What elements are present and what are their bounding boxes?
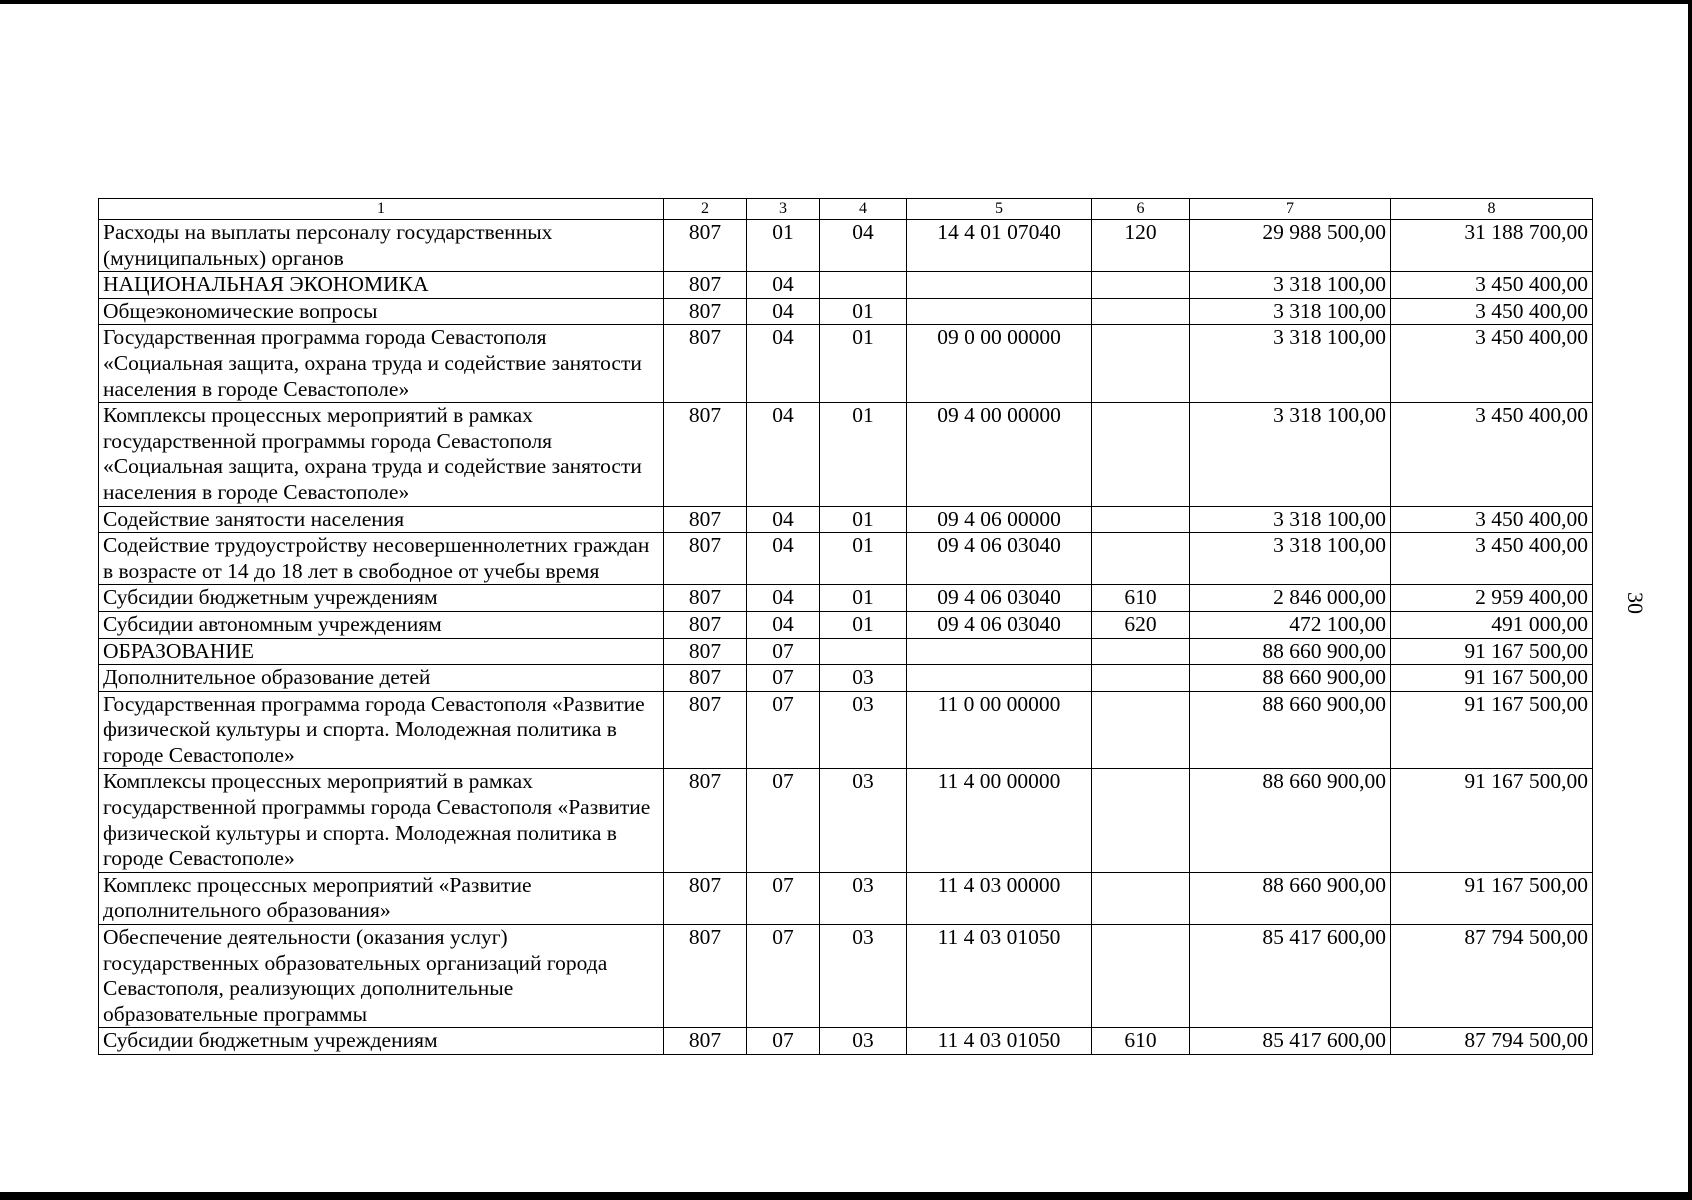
amount-cell: 3 450 400,00 — [1391, 325, 1593, 403]
table-row — [99, 298, 1593, 325]
amount-cell: 88 660 900,00 — [1190, 638, 1391, 665]
column-number-header: 3 — [747, 199, 820, 220]
ministry-code-cell: 807 — [664, 533, 747, 585]
row-name-cell: Комплексы процессных мероприятий в рамках государственной программы города Севастополя «Развитие физической культуры и спорта. Молодежная политика в городе Севастополе» — [99, 769, 664, 872]
row-name-cell: Субсидии бюджетным учреждениям — [99, 585, 664, 612]
table-row — [99, 325, 1593, 403]
row-name-cell: ОБРАЗОВАНИЕ — [99, 638, 664, 665]
column-number-header: 6 — [1092, 199, 1190, 220]
expense-kind-cell — [1092, 691, 1190, 769]
target-article-cell: 11 4 03 01050 — [907, 1028, 1092, 1055]
target-article-cell: 09 4 06 00000 — [907, 506, 1092, 533]
section-cell: 07 — [747, 925, 820, 1028]
ministry-code-cell: 807 — [664, 325, 747, 403]
amount-cell: 91 167 500,00 — [1391, 638, 1593, 665]
amount-cell: 29 988 500,00 — [1190, 220, 1391, 272]
row-name-cell: НАЦИОНАЛЬНАЯ ЭКОНОМИКА — [99, 272, 664, 299]
expense-kind-cell: 620 — [1092, 611, 1190, 638]
page-number: 30 — [1623, 592, 1648, 614]
subsection-cell: 01 — [820, 585, 907, 612]
expense-kind-cell — [1092, 298, 1190, 325]
amount-cell: 3 318 100,00 — [1190, 506, 1391, 533]
subsection-cell: 03 — [820, 665, 907, 692]
table-row — [99, 691, 1593, 769]
amount-cell: 87 794 500,00 — [1391, 1028, 1593, 1055]
amount-cell: 3 318 100,00 — [1190, 325, 1391, 403]
section-cell: 04 — [747, 533, 820, 585]
table-row — [99, 665, 1593, 692]
expense-kind-cell — [1092, 638, 1190, 665]
section-cell: 04 — [747, 611, 820, 638]
amount-cell: 2 846 000,00 — [1190, 585, 1391, 612]
amount-cell: 88 660 900,00 — [1190, 665, 1391, 692]
target-article-cell: 14 4 01 07040 — [907, 220, 1092, 272]
section-cell: 04 — [747, 403, 820, 506]
subsection-cell: 03 — [820, 925, 907, 1028]
ministry-code-cell: 807 — [664, 872, 747, 924]
table-row — [99, 220, 1593, 272]
ministry-code-cell: 807 — [664, 403, 747, 506]
amount-cell: 87 794 500,00 — [1391, 925, 1593, 1028]
section-cell: 07 — [747, 769, 820, 872]
scan-edge-right — [1688, 0, 1692, 1200]
table-row — [99, 769, 1593, 872]
expense-kind-cell — [1092, 533, 1190, 585]
section-cell: 07 — [747, 691, 820, 769]
subsection-cell: 01 — [820, 611, 907, 638]
target-article-cell: 09 0 00 00000 — [907, 325, 1092, 403]
target-article-cell — [907, 298, 1092, 325]
expense-kind-cell: 610 — [1092, 1028, 1190, 1055]
subsection-cell: 01 — [820, 403, 907, 506]
amount-cell: 2 959 400,00 — [1391, 585, 1593, 612]
ministry-code-cell: 807 — [664, 769, 747, 872]
subsection-cell — [820, 638, 907, 665]
scan-edge-bottom — [0, 1192, 1692, 1200]
amount-cell: 3 450 400,00 — [1391, 298, 1593, 325]
section-cell: 04 — [747, 272, 820, 299]
table-row — [99, 533, 1593, 585]
ministry-code-cell: 807 — [664, 665, 747, 692]
table-row — [99, 1028, 1593, 1055]
section-cell: 04 — [747, 506, 820, 533]
amount-cell: 91 167 500,00 — [1391, 769, 1593, 872]
table-body — [99, 220, 1593, 1055]
amount-cell: 3 318 100,00 — [1190, 298, 1391, 325]
expense-kind-cell — [1092, 325, 1190, 403]
expense-kind-cell: 120 — [1092, 220, 1190, 272]
section-cell: 07 — [747, 665, 820, 692]
section-cell: 07 — [747, 872, 820, 924]
subsection-cell: 01 — [820, 298, 907, 325]
section-cell: 04 — [747, 298, 820, 325]
row-name-cell: Субсидии бюджетным учреждениям — [99, 1028, 664, 1055]
target-article-cell: 09 4 00 00000 — [907, 403, 1092, 506]
table-row — [99, 506, 1593, 533]
section-cell: 04 — [747, 585, 820, 612]
expense-kind-cell — [1092, 272, 1190, 299]
row-name-cell: Государственная программа города Севастополя «Развитие физической культуры и спорта. Молодежная политика в городе Севастополе» — [99, 691, 664, 769]
expense-kind-cell — [1092, 403, 1190, 506]
subsection-cell: 03 — [820, 769, 907, 872]
ministry-code-cell: 807 — [664, 506, 747, 533]
budget-table — [98, 198, 1593, 1055]
row-name-cell: Комплексы процессных мероприятий в рамках государственной программы города Севастополя «Социальная защита, охрана труда и содействие занятости населения в городе Севастополе» — [99, 403, 664, 506]
row-name-cell: Содействие занятости населения — [99, 506, 664, 533]
amount-cell: 85 417 600,00 — [1190, 925, 1391, 1028]
table-row — [99, 403, 1593, 506]
subsection-cell: 03 — [820, 1028, 907, 1055]
row-name-cell: Комплекс процессных мероприятий «Развитие дополнительного образования» — [99, 872, 664, 924]
amount-cell: 3 318 100,00 — [1190, 272, 1391, 299]
target-article-cell: 11 4 03 00000 — [907, 872, 1092, 924]
expense-kind-cell — [1092, 506, 1190, 533]
amount-cell: 88 660 900,00 — [1190, 691, 1391, 769]
ministry-code-cell: 807 — [664, 298, 747, 325]
target-article-cell — [907, 638, 1092, 665]
ministry-code-cell: 807 — [664, 638, 747, 665]
target-article-cell: 11 4 03 01050 — [907, 925, 1092, 1028]
section-cell: 07 — [747, 638, 820, 665]
ministry-code-cell: 807 — [664, 585, 747, 612]
section-cell: 01 — [747, 220, 820, 272]
section-cell: 04 — [747, 325, 820, 403]
target-article-cell: 11 0 00 00000 — [907, 691, 1092, 769]
amount-cell: 472 100,00 — [1190, 611, 1391, 638]
row-name-cell: Общеэкономические вопросы — [99, 298, 664, 325]
amount-cell: 3 318 100,00 — [1190, 533, 1391, 585]
column-number-header: 4 — [820, 199, 907, 220]
row-name-cell: Дополнительное образование детей — [99, 665, 664, 692]
ministry-code-cell: 807 — [664, 611, 747, 638]
table-row — [99, 585, 1593, 612]
amount-cell: 3 450 400,00 — [1391, 403, 1593, 506]
table-row — [99, 638, 1593, 665]
row-name-cell: Государственная программа города Севастополя «Социальная защита, охрана труда и содействие занятости населения в городе Севастополе» — [99, 325, 664, 403]
subsection-cell — [820, 272, 907, 299]
amount-cell: 85 417 600,00 — [1190, 1028, 1391, 1055]
column-number-header: 8 — [1391, 199, 1593, 220]
amount-cell: 3 450 400,00 — [1391, 272, 1593, 299]
target-article-cell: 11 4 00 00000 — [907, 769, 1092, 872]
ministry-code-cell: 807 — [664, 220, 747, 272]
amount-cell: 491 000,00 — [1391, 611, 1593, 638]
row-name-cell: Содействие трудоустройству несовершеннолетних граждан в возрасте от 14 до 18 лет в свободное от учебы время — [99, 533, 664, 585]
section-cell: 07 — [747, 1028, 820, 1055]
ministry-code-cell: 807 — [664, 691, 747, 769]
amount-cell: 3 318 100,00 — [1190, 403, 1391, 506]
amount-cell: 91 167 500,00 — [1391, 691, 1593, 769]
amount-cell: 88 660 900,00 — [1190, 872, 1391, 924]
expense-kind-cell: 610 — [1092, 585, 1190, 612]
target-article-cell: 09 4 06 03040 — [907, 585, 1092, 612]
subsection-cell: 01 — [820, 506, 907, 533]
column-number-header: 2 — [664, 199, 747, 220]
subsection-cell: 01 — [820, 325, 907, 403]
ministry-code-cell: 807 — [664, 272, 747, 299]
amount-cell: 91 167 500,00 — [1391, 665, 1593, 692]
column-number-header: 5 — [907, 199, 1092, 220]
ministry-code-cell: 807 — [664, 1028, 747, 1055]
row-name-cell: Обеспечение деятельности (оказания услуг) государственных образовательных организаций города Севастополя, реализующих дополнительные образовательные программы — [99, 925, 664, 1028]
table-row — [99, 925, 1593, 1028]
table-row — [99, 611, 1593, 638]
subsection-cell: 04 — [820, 220, 907, 272]
row-name-cell: Расходы на выплаты персоналу государственных (муниципальных) органов — [99, 220, 664, 272]
column-number-header: 1 — [99, 199, 664, 220]
subsection-cell: 03 — [820, 872, 907, 924]
ministry-code-cell: 807 — [664, 925, 747, 1028]
column-number-row — [99, 199, 1593, 220]
expense-kind-cell — [1092, 769, 1190, 872]
target-article-cell — [907, 665, 1092, 692]
subsection-cell: 01 — [820, 533, 907, 585]
target-article-cell: 09 4 06 03040 — [907, 611, 1092, 638]
amount-cell: 31 188 700,00 — [1391, 220, 1593, 272]
scan-edge-top — [0, 0, 1692, 4]
table-row — [99, 872, 1593, 924]
amount-cell: 3 450 400,00 — [1391, 506, 1593, 533]
amount-cell: 3 450 400,00 — [1391, 533, 1593, 585]
row-name-cell: Субсидии автономным учреждениям — [99, 611, 664, 638]
amount-cell: 91 167 500,00 — [1391, 872, 1593, 924]
expense-kind-cell — [1092, 925, 1190, 1028]
subsection-cell: 03 — [820, 691, 907, 769]
target-article-cell: 09 4 06 03040 — [907, 533, 1092, 585]
expense-kind-cell — [1092, 665, 1190, 692]
amount-cell: 88 660 900,00 — [1190, 769, 1391, 872]
column-number-header: 7 — [1190, 199, 1391, 220]
expense-kind-cell — [1092, 872, 1190, 924]
table-row — [99, 272, 1593, 299]
target-article-cell — [907, 272, 1092, 299]
